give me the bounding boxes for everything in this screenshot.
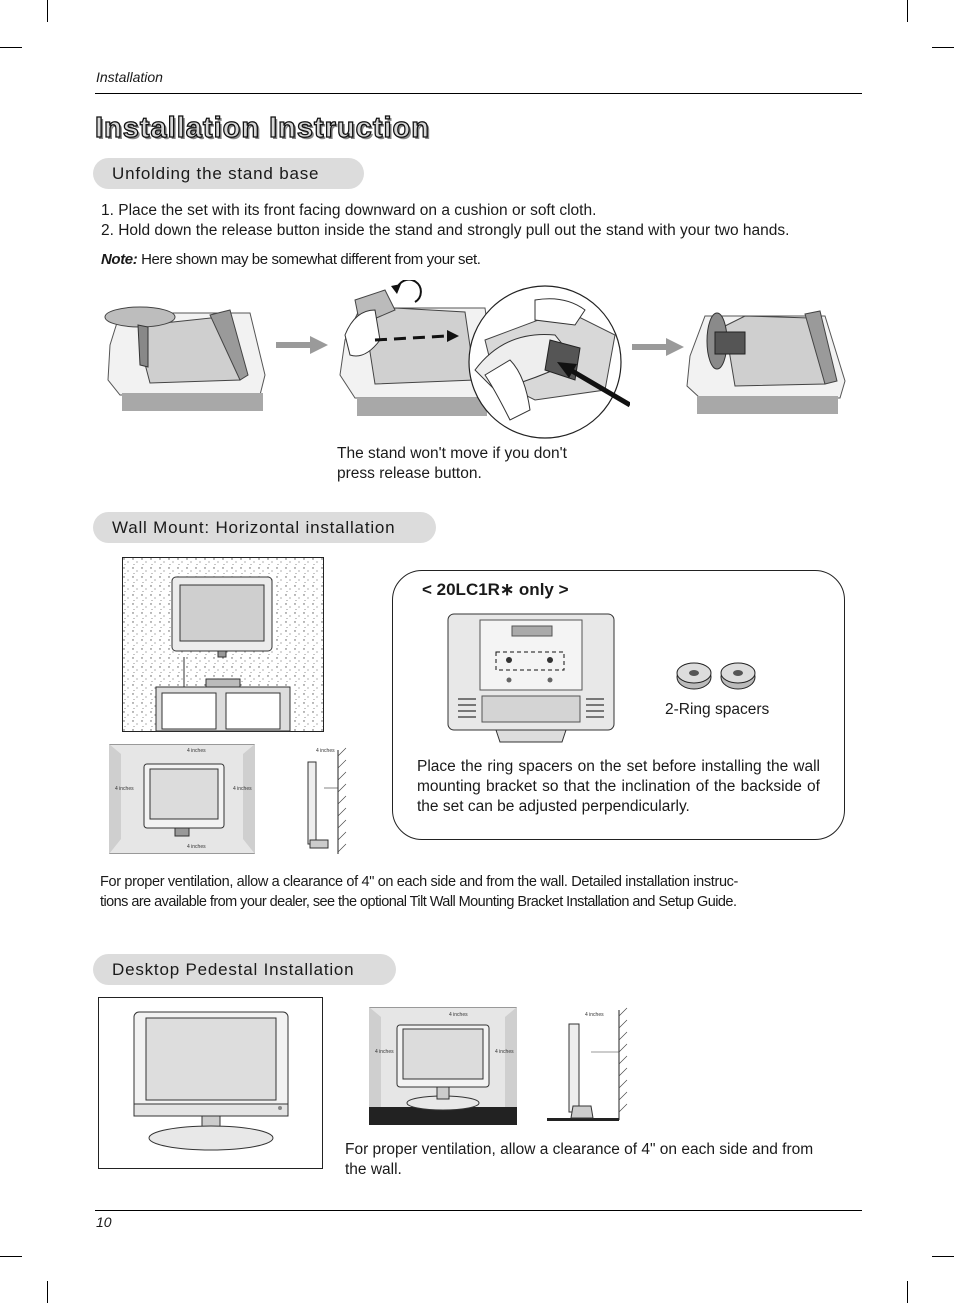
crop-mark (907, 1281, 908, 1303)
crop-mark (0, 47, 22, 48)
model-only-label: < 20LC1R∗ only > (422, 580, 569, 599)
note-label: Note: (101, 251, 138, 268)
note (101, 251, 481, 268)
crop-mark (932, 47, 954, 48)
stand-unfolding-illustration (335, 280, 630, 440)
section-heading-unfold: Unfolding the stand base (93, 158, 364, 189)
note-text: Here shown may be somewhat different from your set. (137, 251, 481, 268)
tv-stand-unfolded-illustration (685, 296, 853, 418)
desktop-clearance-side-illustration (547, 1006, 635, 1126)
wall-clearance-side-illustration (288, 744, 350, 860)
clearance-label: 4 inches (187, 748, 206, 754)
ring-spacers-label: 2-Ring spacers (665, 701, 770, 718)
clearance-label: 4 inches (585, 1012, 604, 1018)
crop-mark (907, 0, 908, 22)
clearance-label: 4 inches (495, 1049, 514, 1055)
tv-stand-folded-illustration (100, 285, 270, 413)
crop-mark (0, 1256, 22, 1257)
crop-mark (47, 1281, 48, 1303)
running-header: Installation (96, 69, 163, 85)
tv-back-panel-illustration (446, 612, 618, 744)
ring-spacer-icon (674, 659, 760, 691)
clearance-label: 4 inches (316, 748, 335, 754)
clearance-label: 4 inches (187, 844, 206, 850)
page-number: 10 (96, 1214, 112, 1230)
header-rule (95, 93, 862, 94)
crop-mark (932, 1256, 954, 1257)
arrow-right-icon (276, 336, 328, 354)
desktop-clearance-front-illustration (369, 1007, 517, 1125)
step-2: 2. Hold down the release button inside the stand and strongly pull out the stand with your two hands. (101, 222, 790, 239)
section-heading-desktop: Desktop Pedestal Installation (93, 954, 396, 985)
desktop-tv-illustration (132, 1010, 290, 1152)
clearance-label: 4 inches (449, 1012, 468, 1018)
crop-mark (47, 0, 48, 22)
desktop-ventilation-line1: For proper ventilation, allow a clearance of 4" on each side and from (345, 1141, 814, 1158)
ring-spacers-text: Place the ring spacers on the set before installing the wall mounting bracket so that the inclination of the backside of the set can be adjusted perpendicularly. (417, 758, 820, 815)
page-title: Installation Instruction (95, 112, 430, 144)
footer-rule (95, 1210, 862, 1211)
wall-clearance-front-illustration (109, 744, 255, 854)
release-caption-line1: The stand won't move if you don't (337, 445, 567, 462)
release-caption-line2: press release button. (337, 465, 482, 482)
step-1: 1. Place the set with its front facing downward on a cushion or soft cloth. (101, 202, 597, 219)
wall-ventilation-line1: For proper ventilation, allow a clearance of 4" on each side and from the wall. Detailed installation instruc- (100, 874, 739, 890)
clearance-label: 4 inches (233, 786, 252, 792)
wall-mount-illustration (122, 557, 324, 732)
arrow-right-icon (632, 338, 684, 356)
desktop-ventilation-line2: the wall. (345, 1161, 402, 1178)
clearance-label: 4 inches (115, 786, 134, 792)
section-heading-wall: Wall Mount: Horizontal installation (93, 512, 436, 543)
wall-ventilation-line2: tions are available from your dealer, see the optional Tilt Wall Mounting Bracket Installation and Setup Guide. (100, 894, 737, 910)
clearance-label: 4 inches (375, 1049, 394, 1055)
